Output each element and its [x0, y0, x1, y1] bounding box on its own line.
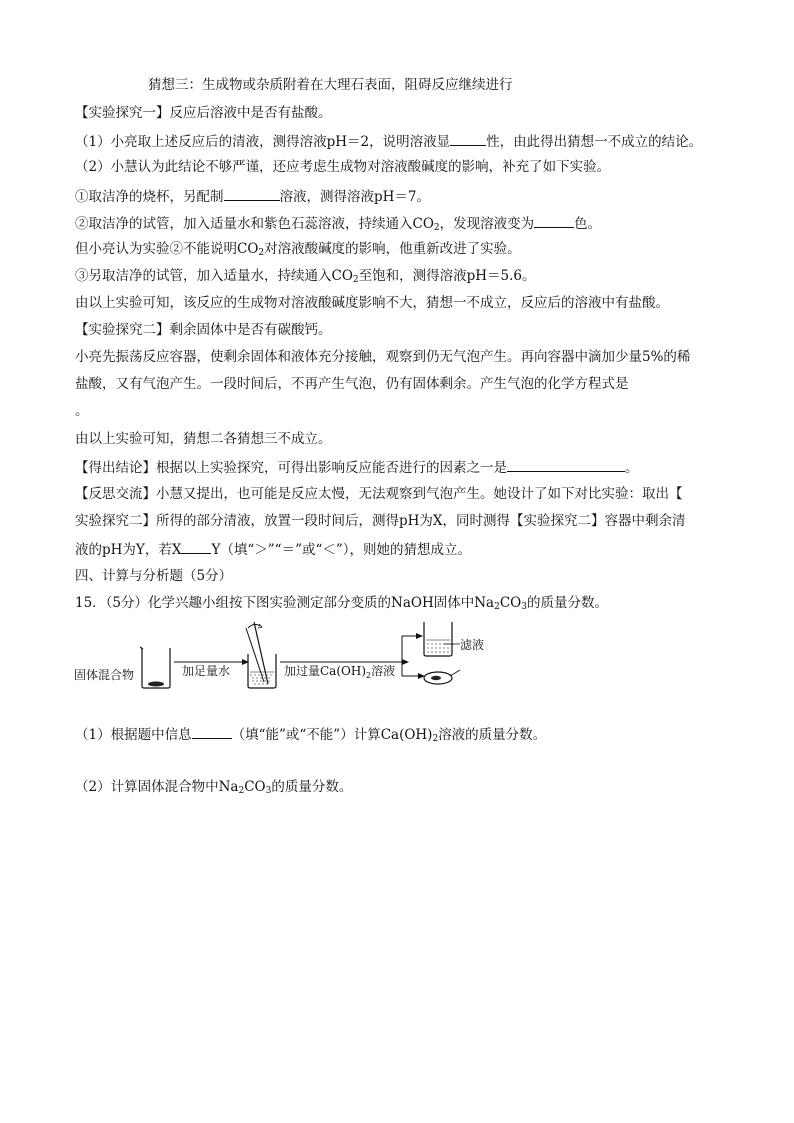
redo-note: 但小亮认为实验②不能说明$CO_2$对溶液酸碱度的影响，他重新改进了实验。 — [75, 241, 521, 258]
question-1: （1）小亮取上述反应后的清液，测得溶液pH＝2，说明溶液显 性，由此得出猜想一不成立的结论。 — [75, 131, 735, 151]
section-4-heading: 四、计算与分析题（5分） — [75, 568, 233, 584]
experiment-diagram — [72, 618, 492, 698]
step-2: ②取洁净的试管，加入适量水和紫色石蕊溶液，持续通入$CO_2$，发现溶液变为 色。 — [75, 213, 735, 233]
solid-mixture-label: 固体混合物 — [74, 668, 135, 682]
exp2-para-3: 。 — [75, 403, 89, 419]
conclusion-2: 由以上实验可知，猜想二各猜想三不成立。 — [75, 431, 332, 447]
arrow-2-head — [402, 659, 409, 665]
reflection-3: 液的pH为Y，若X Y（填“＞”“＝”或“＜”），则她的猜想成立。 — [75, 539, 735, 559]
sub-question-2: （2）计算固体混合物中$Na_2CO_3$的质量分数。 — [75, 779, 353, 796]
beaker-solid-icon — [140, 647, 170, 688]
add-water-label: 加足量水 — [182, 664, 231, 678]
result-conclusion: 【得出结论】根据以上实验探究，可得出影响反应能否进行的因素之一是 。 — [75, 457, 735, 477]
beaker-stirring-icon — [246, 622, 276, 688]
sub-question-1: （1）根据题中信息 （填“能”或“不能”）计算$Ca(OH)_2$溶液的质量分数。 — [75, 724, 735, 744]
exp1-title: 【实验探究一】反应后溶液中是否有盐酸。 — [75, 105, 332, 121]
exp2-para-1: 小亮先振荡反应容器，使剩余固体和液体充分接触，观察到仍无气泡产生。再向容器中滴加少量5%的稀 — [75, 349, 691, 365]
answer-blank — [507, 457, 625, 472]
question-15: 15．（5分）化学兴趣小组按下图实验测定部分变质的NaOH固体中$Na_2CO_3$的质量分数。 — [75, 595, 608, 612]
answer-blank — [534, 213, 574, 228]
answer-blank — [192, 724, 232, 739]
beaker-filtrate-icon — [424, 622, 452, 656]
reflection-2: 实验探究二】所得的部分清液，放置一段时间后，测得pH为X，同时测得【实验探究二】容器中剩余清 — [75, 513, 686, 529]
answer-blank — [181, 539, 211, 554]
step-1: ①取洁净的烧杯，另配制 溶液，测得溶液pH＝7。 — [75, 186, 735, 206]
reagent-label: 加过量$Ca(OH)_2$溶液 — [284, 664, 396, 680]
conclusion-1: 由以上实验可知，该反应的生成物对溶液酸碱度影响不大，猜想一不成立，反应后的溶液中有盐酸。 — [75, 295, 669, 311]
branch-top-head — [416, 633, 423, 639]
precipitate-dish-icon — [424, 670, 460, 684]
exp2-title: 【实验探究二】剩余固体中是否有碳酸钙。 — [75, 322, 332, 338]
guess-three: 猜想三：生成物或杂质附着在大理石表面，阻碍反应继续进行 — [148, 77, 513, 93]
filtrate-label: 滤液 — [460, 638, 485, 652]
answer-blank — [224, 186, 280, 201]
answer-blank — [450, 131, 486, 146]
reflection-1: 【反思交流】小慧又提出，也可能是反应太慢，无法观察到气泡产生。她设计了如下对比实验：取出【 — [75, 486, 683, 502]
exp2-para-2: 盐酸，又有气泡产生。一段时间后，不再产生气泡，仍有固体剩余。产生气泡的化学方程式是 — [75, 376, 629, 392]
step-3: ③另取洁净的试管，加入适量水，持续通入$CO_2$至饱和，测得溶液pH＝5.6。 — [75, 268, 536, 285]
question-2: （2）小慧认为此结论不够严谨，还应考虑生成物对溶液酸碱度的影响，补充了如下实验。 — [75, 159, 611, 175]
